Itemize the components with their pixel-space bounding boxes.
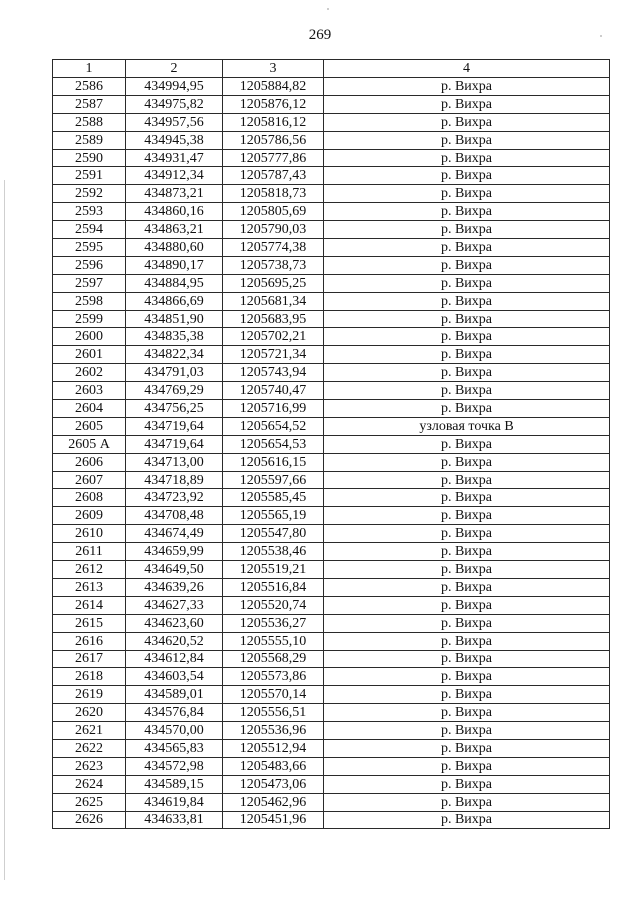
- y-coordinate-cell: 1205738,73: [223, 256, 324, 274]
- point-number-cell: 2613: [53, 578, 126, 596]
- y-coordinate-cell: 1205721,34: [223, 346, 324, 364]
- point-number-cell: 2615: [53, 614, 126, 632]
- y-coordinate-cell: 1205451,96: [223, 811, 324, 829]
- coordinates-table: [52, 59, 610, 829]
- description-cell: р. Вихра: [324, 435, 610, 453]
- table-row: [53, 292, 610, 310]
- table-body: [53, 78, 610, 829]
- description-cell: р. Вихра: [324, 203, 610, 221]
- point-number-cell: 2589: [53, 131, 126, 149]
- description-cell: р. Вихра: [324, 811, 610, 829]
- point-number-cell: 2591: [53, 167, 126, 185]
- description-cell: р. Вихра: [324, 507, 610, 525]
- column-header: 1: [53, 60, 126, 78]
- y-coordinate-cell: 1205681,34: [223, 292, 324, 310]
- table-row: [53, 614, 610, 632]
- description-cell: р. Вихра: [324, 346, 610, 364]
- point-number-cell: 2618: [53, 668, 126, 686]
- table-row: [53, 507, 610, 525]
- description-cell: р. Вихра: [324, 578, 610, 596]
- point-number-cell: 2626: [53, 811, 126, 829]
- y-coordinate-cell: 1205683,95: [223, 310, 324, 328]
- point-number-cell: 2624: [53, 775, 126, 793]
- description-cell: р. Вихра: [324, 328, 610, 346]
- y-coordinate-cell: 1205555,10: [223, 632, 324, 650]
- point-number-cell: 2614: [53, 596, 126, 614]
- x-coordinate-cell: 434769,29: [126, 382, 223, 400]
- x-coordinate-cell: 434627,33: [126, 596, 223, 614]
- x-coordinate-cell: 434835,38: [126, 328, 223, 346]
- description-cell: р. Вихра: [324, 149, 610, 167]
- point-number-cell: 2597: [53, 274, 126, 292]
- description-cell: р. Вихра: [324, 632, 610, 650]
- table-row: [53, 578, 610, 596]
- column-header: 3: [223, 60, 324, 78]
- description-cell: р. Вихра: [324, 739, 610, 757]
- point-number-cell: 2616: [53, 632, 126, 650]
- x-coordinate-cell: 434565,83: [126, 739, 223, 757]
- point-number-cell: 2604: [53, 400, 126, 418]
- table-row: [53, 471, 610, 489]
- table-row: [53, 757, 610, 775]
- table-row: [53, 131, 610, 149]
- x-coordinate-cell: 434791,03: [126, 364, 223, 382]
- description-cell: р. Вихра: [324, 704, 610, 722]
- table-row: [53, 185, 610, 203]
- y-coordinate-cell: 1205805,69: [223, 203, 324, 221]
- x-coordinate-cell: 434994,95: [126, 78, 223, 96]
- point-number-cell: 2586: [53, 78, 126, 96]
- table-row: [53, 489, 610, 507]
- y-coordinate-cell: 1205462,96: [223, 793, 324, 811]
- y-coordinate-cell: 1205585,45: [223, 489, 324, 507]
- table-row: [53, 668, 610, 686]
- description-cell: р. Вихра: [324, 292, 610, 310]
- description-cell: р. Вихра: [324, 185, 610, 203]
- y-coordinate-cell: 1205616,15: [223, 453, 324, 471]
- point-number-cell: 2596: [53, 256, 126, 274]
- description-cell: р. Вихра: [324, 668, 610, 686]
- description-cell: р. Вихра: [324, 364, 610, 382]
- y-coordinate-cell: 1205654,53: [223, 435, 324, 453]
- y-coordinate-cell: 1205884,82: [223, 78, 324, 96]
- table-row: [53, 149, 610, 167]
- y-coordinate-cell: 1205570,14: [223, 686, 324, 704]
- description-cell: р. Вихра: [324, 686, 610, 704]
- x-coordinate-cell: 434756,25: [126, 400, 223, 418]
- table-row: [53, 78, 610, 96]
- description-cell: р. Вихра: [324, 775, 610, 793]
- table-row: [53, 704, 610, 722]
- x-coordinate-cell: 434649,50: [126, 561, 223, 579]
- y-coordinate-cell: 1205818,73: [223, 185, 324, 203]
- y-coordinate-cell: 1205520,74: [223, 596, 324, 614]
- table-row: [53, 364, 610, 382]
- x-coordinate-cell: 434912,34: [126, 167, 223, 185]
- table-row: [53, 650, 610, 668]
- x-coordinate-cell: 434659,99: [126, 543, 223, 561]
- point-number-cell: 2609: [53, 507, 126, 525]
- point-number-cell: 2595: [53, 239, 126, 257]
- y-coordinate-cell: 1205876,12: [223, 95, 324, 113]
- table-row: [53, 256, 610, 274]
- point-number-cell: 2608: [53, 489, 126, 507]
- point-number-cell: 2622: [53, 739, 126, 757]
- point-number-cell: 2619: [53, 686, 126, 704]
- table-row: [53, 793, 610, 811]
- table-row: [53, 400, 610, 418]
- y-coordinate-cell: 1205568,29: [223, 650, 324, 668]
- table-row: [53, 167, 610, 185]
- point-number-cell: 2590: [53, 149, 126, 167]
- description-cell: р. Вихра: [324, 95, 610, 113]
- point-number-cell: 2623: [53, 757, 126, 775]
- table-row: [53, 346, 610, 364]
- point-number-cell: 2621: [53, 722, 126, 740]
- point-number-cell: 2602: [53, 364, 126, 382]
- description-cell: р. Вихра: [324, 221, 610, 239]
- y-coordinate-cell: 1205786,56: [223, 131, 324, 149]
- y-coordinate-cell: 1205743,94: [223, 364, 324, 382]
- x-coordinate-cell: 434572,98: [126, 757, 223, 775]
- point-number-cell: 2607: [53, 471, 126, 489]
- y-coordinate-cell: 1205516,84: [223, 578, 324, 596]
- y-coordinate-cell: 1205512,94: [223, 739, 324, 757]
- x-coordinate-cell: 434945,38: [126, 131, 223, 149]
- description-cell: р. Вихра: [324, 525, 610, 543]
- x-coordinate-cell: 434713,00: [126, 453, 223, 471]
- scan-speck: [600, 35, 602, 37]
- table-row: [53, 239, 610, 257]
- y-coordinate-cell: 1205473,06: [223, 775, 324, 793]
- description-cell: р. Вихра: [324, 489, 610, 507]
- y-coordinate-cell: 1205519,21: [223, 561, 324, 579]
- column-header: 4: [324, 60, 610, 78]
- description-cell: р. Вихра: [324, 131, 610, 149]
- x-coordinate-cell: 434863,21: [126, 221, 223, 239]
- point-number-cell: 2601: [53, 346, 126, 364]
- description-cell: р. Вихра: [324, 793, 610, 811]
- table-row: [53, 417, 610, 435]
- x-coordinate-cell: 434718,89: [126, 471, 223, 489]
- x-coordinate-cell: 434719,64: [126, 417, 223, 435]
- x-coordinate-cell: 434890,17: [126, 256, 223, 274]
- x-coordinate-cell: 434623,60: [126, 614, 223, 632]
- x-coordinate-cell: 434822,34: [126, 346, 223, 364]
- description-cell: р. Вихра: [324, 561, 610, 579]
- point-number-cell: 2620: [53, 704, 126, 722]
- x-coordinate-cell: 434619,84: [126, 793, 223, 811]
- point-number-cell: 2593: [53, 203, 126, 221]
- description-cell: р. Вихра: [324, 239, 610, 257]
- description-cell: р. Вихра: [324, 722, 610, 740]
- table-row: [53, 775, 610, 793]
- x-coordinate-cell: 434880,60: [126, 239, 223, 257]
- y-coordinate-cell: 1205573,86: [223, 668, 324, 686]
- table-header-row: [53, 60, 610, 78]
- x-coordinate-cell: 434851,90: [126, 310, 223, 328]
- x-coordinate-cell: 434884,95: [126, 274, 223, 292]
- y-coordinate-cell: 1205547,80: [223, 525, 324, 543]
- table-row: [53, 274, 610, 292]
- y-coordinate-cell: 1205787,43: [223, 167, 324, 185]
- table-row: [53, 596, 610, 614]
- table-row: [53, 203, 610, 221]
- x-coordinate-cell: 434612,84: [126, 650, 223, 668]
- x-coordinate-cell: 434633,81: [126, 811, 223, 829]
- description-cell: р. Вихра: [324, 382, 610, 400]
- y-coordinate-cell: 1205536,27: [223, 614, 324, 632]
- point-number-cell: 2592: [53, 185, 126, 203]
- table-row: [53, 543, 610, 561]
- point-number-cell: 2625: [53, 793, 126, 811]
- table-row: [53, 722, 610, 740]
- description-cell: р. Вихра: [324, 614, 610, 632]
- x-coordinate-cell: 434957,56: [126, 113, 223, 131]
- table-row: [53, 453, 610, 471]
- y-coordinate-cell: 1205536,96: [223, 722, 324, 740]
- table-row: [53, 739, 610, 757]
- description-cell: р. Вихра: [324, 256, 610, 274]
- description-cell: р. Вихра: [324, 453, 610, 471]
- x-coordinate-cell: 434708,48: [126, 507, 223, 525]
- point-number-cell: 2617: [53, 650, 126, 668]
- point-number-cell: 2611: [53, 543, 126, 561]
- description-cell: р. Вихра: [324, 543, 610, 561]
- point-number-cell: 2605: [53, 417, 126, 435]
- table-row: [53, 811, 610, 829]
- description-cell: р. Вихра: [324, 113, 610, 131]
- table-row: [53, 95, 610, 113]
- y-coordinate-cell: 1205483,66: [223, 757, 324, 775]
- point-number-cell: 2594: [53, 221, 126, 239]
- y-coordinate-cell: 1205695,25: [223, 274, 324, 292]
- y-coordinate-cell: 1205774,38: [223, 239, 324, 257]
- x-coordinate-cell: 434866,69: [126, 292, 223, 310]
- x-coordinate-cell: 434873,21: [126, 185, 223, 203]
- y-coordinate-cell: 1205702,21: [223, 328, 324, 346]
- y-coordinate-cell: 1205654,52: [223, 417, 324, 435]
- description-cell: р. Вихра: [324, 471, 610, 489]
- description-cell: р. Вихра: [324, 650, 610, 668]
- description-cell: узловая точка В: [324, 417, 610, 435]
- table-row: [53, 525, 610, 543]
- description-cell: р. Вихра: [324, 400, 610, 418]
- y-coordinate-cell: 1205790,03: [223, 221, 324, 239]
- x-coordinate-cell: 434589,15: [126, 775, 223, 793]
- page-number: 269: [308, 27, 332, 43]
- x-coordinate-cell: 434620,52: [126, 632, 223, 650]
- y-coordinate-cell: 1205538,46: [223, 543, 324, 561]
- x-coordinate-cell: 434975,82: [126, 95, 223, 113]
- point-number-cell: 2603: [53, 382, 126, 400]
- table-row: [53, 113, 610, 131]
- description-cell: р. Вихра: [324, 757, 610, 775]
- table-row: [53, 686, 610, 704]
- table-row: [53, 328, 610, 346]
- x-coordinate-cell: 434723,92: [126, 489, 223, 507]
- table-row: [53, 310, 610, 328]
- point-number-cell: 2610: [53, 525, 126, 543]
- table-row: [53, 561, 610, 579]
- y-coordinate-cell: 1205716,99: [223, 400, 324, 418]
- point-number-cell: 2600: [53, 328, 126, 346]
- point-number-cell: 2605 А: [53, 435, 126, 453]
- x-coordinate-cell: 434719,64: [126, 435, 223, 453]
- x-coordinate-cell: 434570,00: [126, 722, 223, 740]
- y-coordinate-cell: 1205740,47: [223, 382, 324, 400]
- x-coordinate-cell: 434603,54: [126, 668, 223, 686]
- point-number-cell: 2587: [53, 95, 126, 113]
- y-coordinate-cell: 1205556,51: [223, 704, 324, 722]
- point-number-cell: 2606: [53, 453, 126, 471]
- y-coordinate-cell: 1205816,12: [223, 113, 324, 131]
- y-coordinate-cell: 1205597,66: [223, 471, 324, 489]
- table-row: [53, 382, 610, 400]
- column-header: 2: [126, 60, 223, 78]
- x-coordinate-cell: 434589,01: [126, 686, 223, 704]
- description-cell: р. Вихра: [324, 274, 610, 292]
- description-cell: р. Вихра: [324, 596, 610, 614]
- point-number-cell: 2598: [53, 292, 126, 310]
- description-cell: р. Вихра: [324, 310, 610, 328]
- point-number-cell: 2612: [53, 561, 126, 579]
- y-coordinate-cell: 1205565,19: [223, 507, 324, 525]
- x-coordinate-cell: 434639,26: [126, 578, 223, 596]
- y-coordinate-cell: 1205777,86: [223, 149, 324, 167]
- table-row: [53, 435, 610, 453]
- scan-edge: [4, 180, 5, 880]
- description-cell: р. Вихра: [324, 167, 610, 185]
- description-cell: р. Вихра: [324, 78, 610, 96]
- x-coordinate-cell: 434860,16: [126, 203, 223, 221]
- table-row: [53, 221, 610, 239]
- table-row: [53, 632, 610, 650]
- x-coordinate-cell: 434931,47: [126, 149, 223, 167]
- point-number-cell: 2588: [53, 113, 126, 131]
- scan-speck: [327, 8, 329, 10]
- point-number-cell: 2599: [53, 310, 126, 328]
- x-coordinate-cell: 434674,49: [126, 525, 223, 543]
- x-coordinate-cell: 434576,84: [126, 704, 223, 722]
